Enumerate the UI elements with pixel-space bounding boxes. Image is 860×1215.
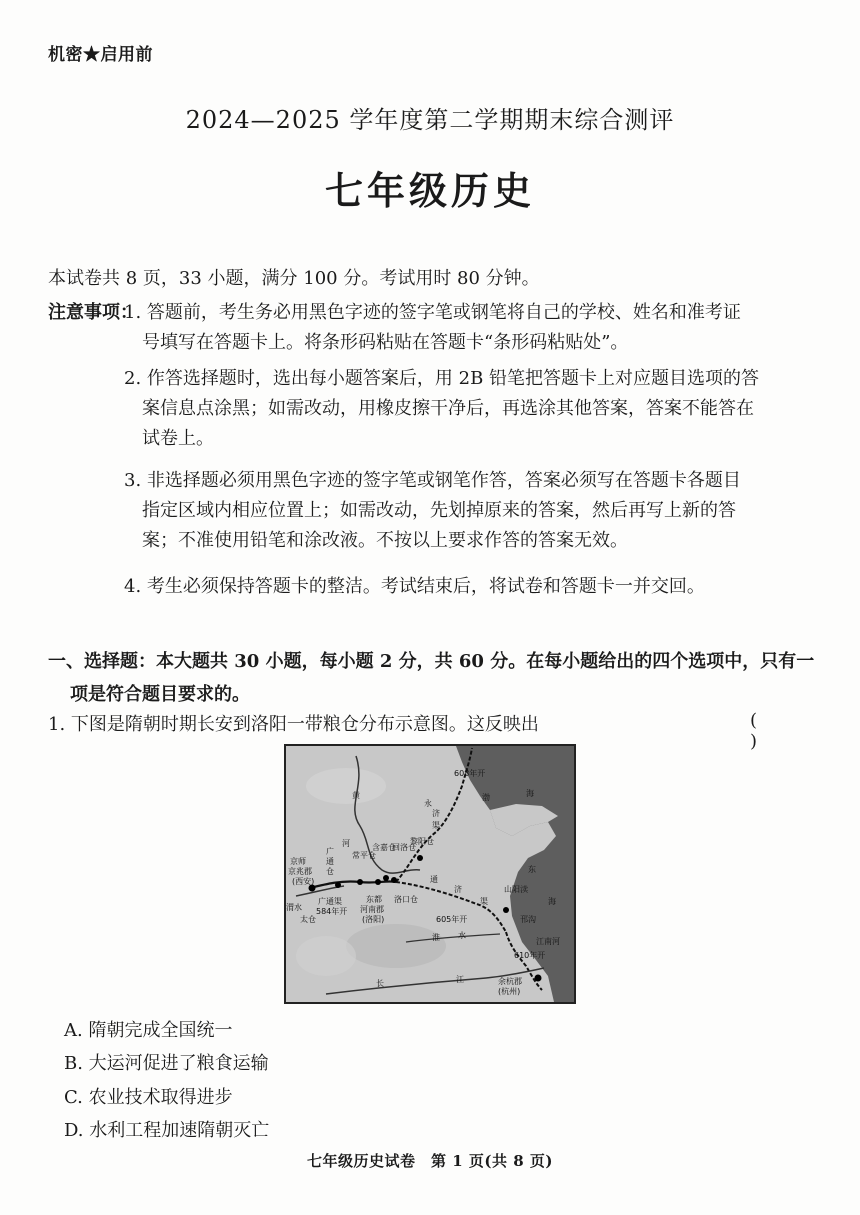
page-footer: 七年级历史试卷 第 1 页(共 8 页) xyxy=(307,1152,553,1170)
map-label: 608年开 xyxy=(454,769,486,778)
map-label: 水 xyxy=(458,931,466,940)
map-label: 邗沟 xyxy=(520,915,536,924)
map-label: 通 xyxy=(430,875,438,884)
map-label: 广 xyxy=(326,847,334,856)
map-label: 济 xyxy=(432,809,440,818)
map-label: 江 xyxy=(456,975,464,984)
map-svg xyxy=(286,746,574,1002)
map-label: 605年开 xyxy=(436,915,468,924)
grain-storage-map xyxy=(284,744,576,1004)
map-label: 淮 xyxy=(432,933,440,942)
note-continuation: 案信息点涂黑；如需改动，用橡皮擦干净后，再选涂其他答案，答案不能答在 xyxy=(142,398,754,419)
map-label: 渠 xyxy=(432,821,440,830)
map-label: 河 xyxy=(342,839,350,848)
map-label: 江南河 xyxy=(536,937,560,946)
map-label: 含嘉仓 xyxy=(372,843,396,852)
map-label: 黎阳仓 xyxy=(410,837,434,846)
map-label: (西安) xyxy=(292,877,315,886)
map-label: 济 xyxy=(454,885,462,894)
map-label: 长 xyxy=(376,979,384,988)
map-label: 584年开 xyxy=(316,907,348,916)
map-label: 渤 xyxy=(482,793,490,802)
map-label: 渠 xyxy=(480,897,488,906)
note-continuation: 试卷上。 xyxy=(142,428,214,449)
option-d[interactable]: D. 水利工程加速隋朝灭亡 xyxy=(64,1120,270,1141)
map-label: 黄 xyxy=(352,791,360,800)
note-first-line: 4. 考生必须保持答题卡的整洁。考试结束后，将试卷和答题卡一并交回。 xyxy=(124,576,705,597)
note-continuation: 号填写在答题卡上。将条形码粘贴在答题卡“条形码粘贴处”。 xyxy=(142,332,629,353)
note-item xyxy=(124,572,705,602)
option-c[interactable]: C. 农业技术取得进步 xyxy=(64,1087,233,1108)
option-b[interactable]: B. 大运河促进了粮食运输 xyxy=(64,1053,269,1074)
map-label: 通 xyxy=(326,857,334,866)
map-label: 610年开 xyxy=(514,951,546,960)
map-label: 广通渠 xyxy=(318,897,342,906)
map-label: 东都 xyxy=(366,895,382,904)
map-label: 永 xyxy=(424,799,432,808)
secret-label: 机密★启用前 xyxy=(48,45,153,65)
map-label: 余杭郡 xyxy=(498,977,522,986)
map-label: 山阳渎 xyxy=(504,885,528,894)
answer-parens: ( ) xyxy=(750,710,796,752)
section-heading-line: 一、选择题：本大题共 30 小题，每小题 2 分，共 60 分。在每小题给出的四个选项中，只有一 xyxy=(48,651,815,672)
map-label: (杭州) xyxy=(498,987,521,996)
map-label: 回洛仓 xyxy=(392,843,416,852)
map-label: 洛口仓 xyxy=(394,895,418,904)
map-label: 河南郡 xyxy=(360,905,384,914)
note-item xyxy=(124,364,759,454)
map-label: 仓 xyxy=(326,867,334,876)
exam-intro: 本试卷共 8 页，33 小题，满分 100 分。考试用时 80 分钟。 xyxy=(48,268,540,289)
map-label: 京兆郡 xyxy=(288,867,312,876)
option-a[interactable]: A. 隋朝完成全国统一 xyxy=(64,1020,233,1041)
map-label: (洛阳) xyxy=(362,915,385,924)
map-label: 京师 xyxy=(290,857,306,866)
map-label: 渭水 xyxy=(286,903,302,912)
map-label: 海 xyxy=(548,897,556,906)
question-stem: 1. 下图是隋朝时期长安到洛阳一带粮仓分布示意图。这反映出 xyxy=(48,714,539,735)
notes-label: 注意事项： xyxy=(48,302,138,323)
map-label: 太仓 xyxy=(300,915,316,924)
note-first-line: 2. 作答选择题时，选出每小题答案后，用 2B 铅笔把答题卡上对应题目选项的答 xyxy=(124,368,760,389)
map-label: 东 xyxy=(528,865,536,874)
note-first-line: 3. 非选择题必须用黑色字迹的签字笔或钢笔作答，答案必须写在答题卡各题目 xyxy=(124,470,741,491)
note-first-line: 1. 答题前，考生务必用黑色字迹的签字笔或钢笔将自己的学校、姓名和准考证 xyxy=(124,302,741,323)
note-continuation: 指定区域内相应位置上；如需改动，先划掉原来的答案，然后再写上新的答 xyxy=(142,500,736,521)
section-heading-line: 项是符合题目要求的。 xyxy=(70,684,250,705)
map-label: 海 xyxy=(526,789,534,798)
subject-title: 七年级历史 xyxy=(324,169,535,213)
note-item xyxy=(124,466,741,556)
section-heading xyxy=(48,645,818,711)
map-label: 常平仓 xyxy=(352,851,376,860)
note-item xyxy=(124,298,741,358)
note-continuation: 案；不准使用铅笔和涂改液。不按以上要求作答的答案无效。 xyxy=(142,530,628,551)
exam-title: 2024—2025 学年度第二学期期末综合测评 xyxy=(185,106,675,134)
